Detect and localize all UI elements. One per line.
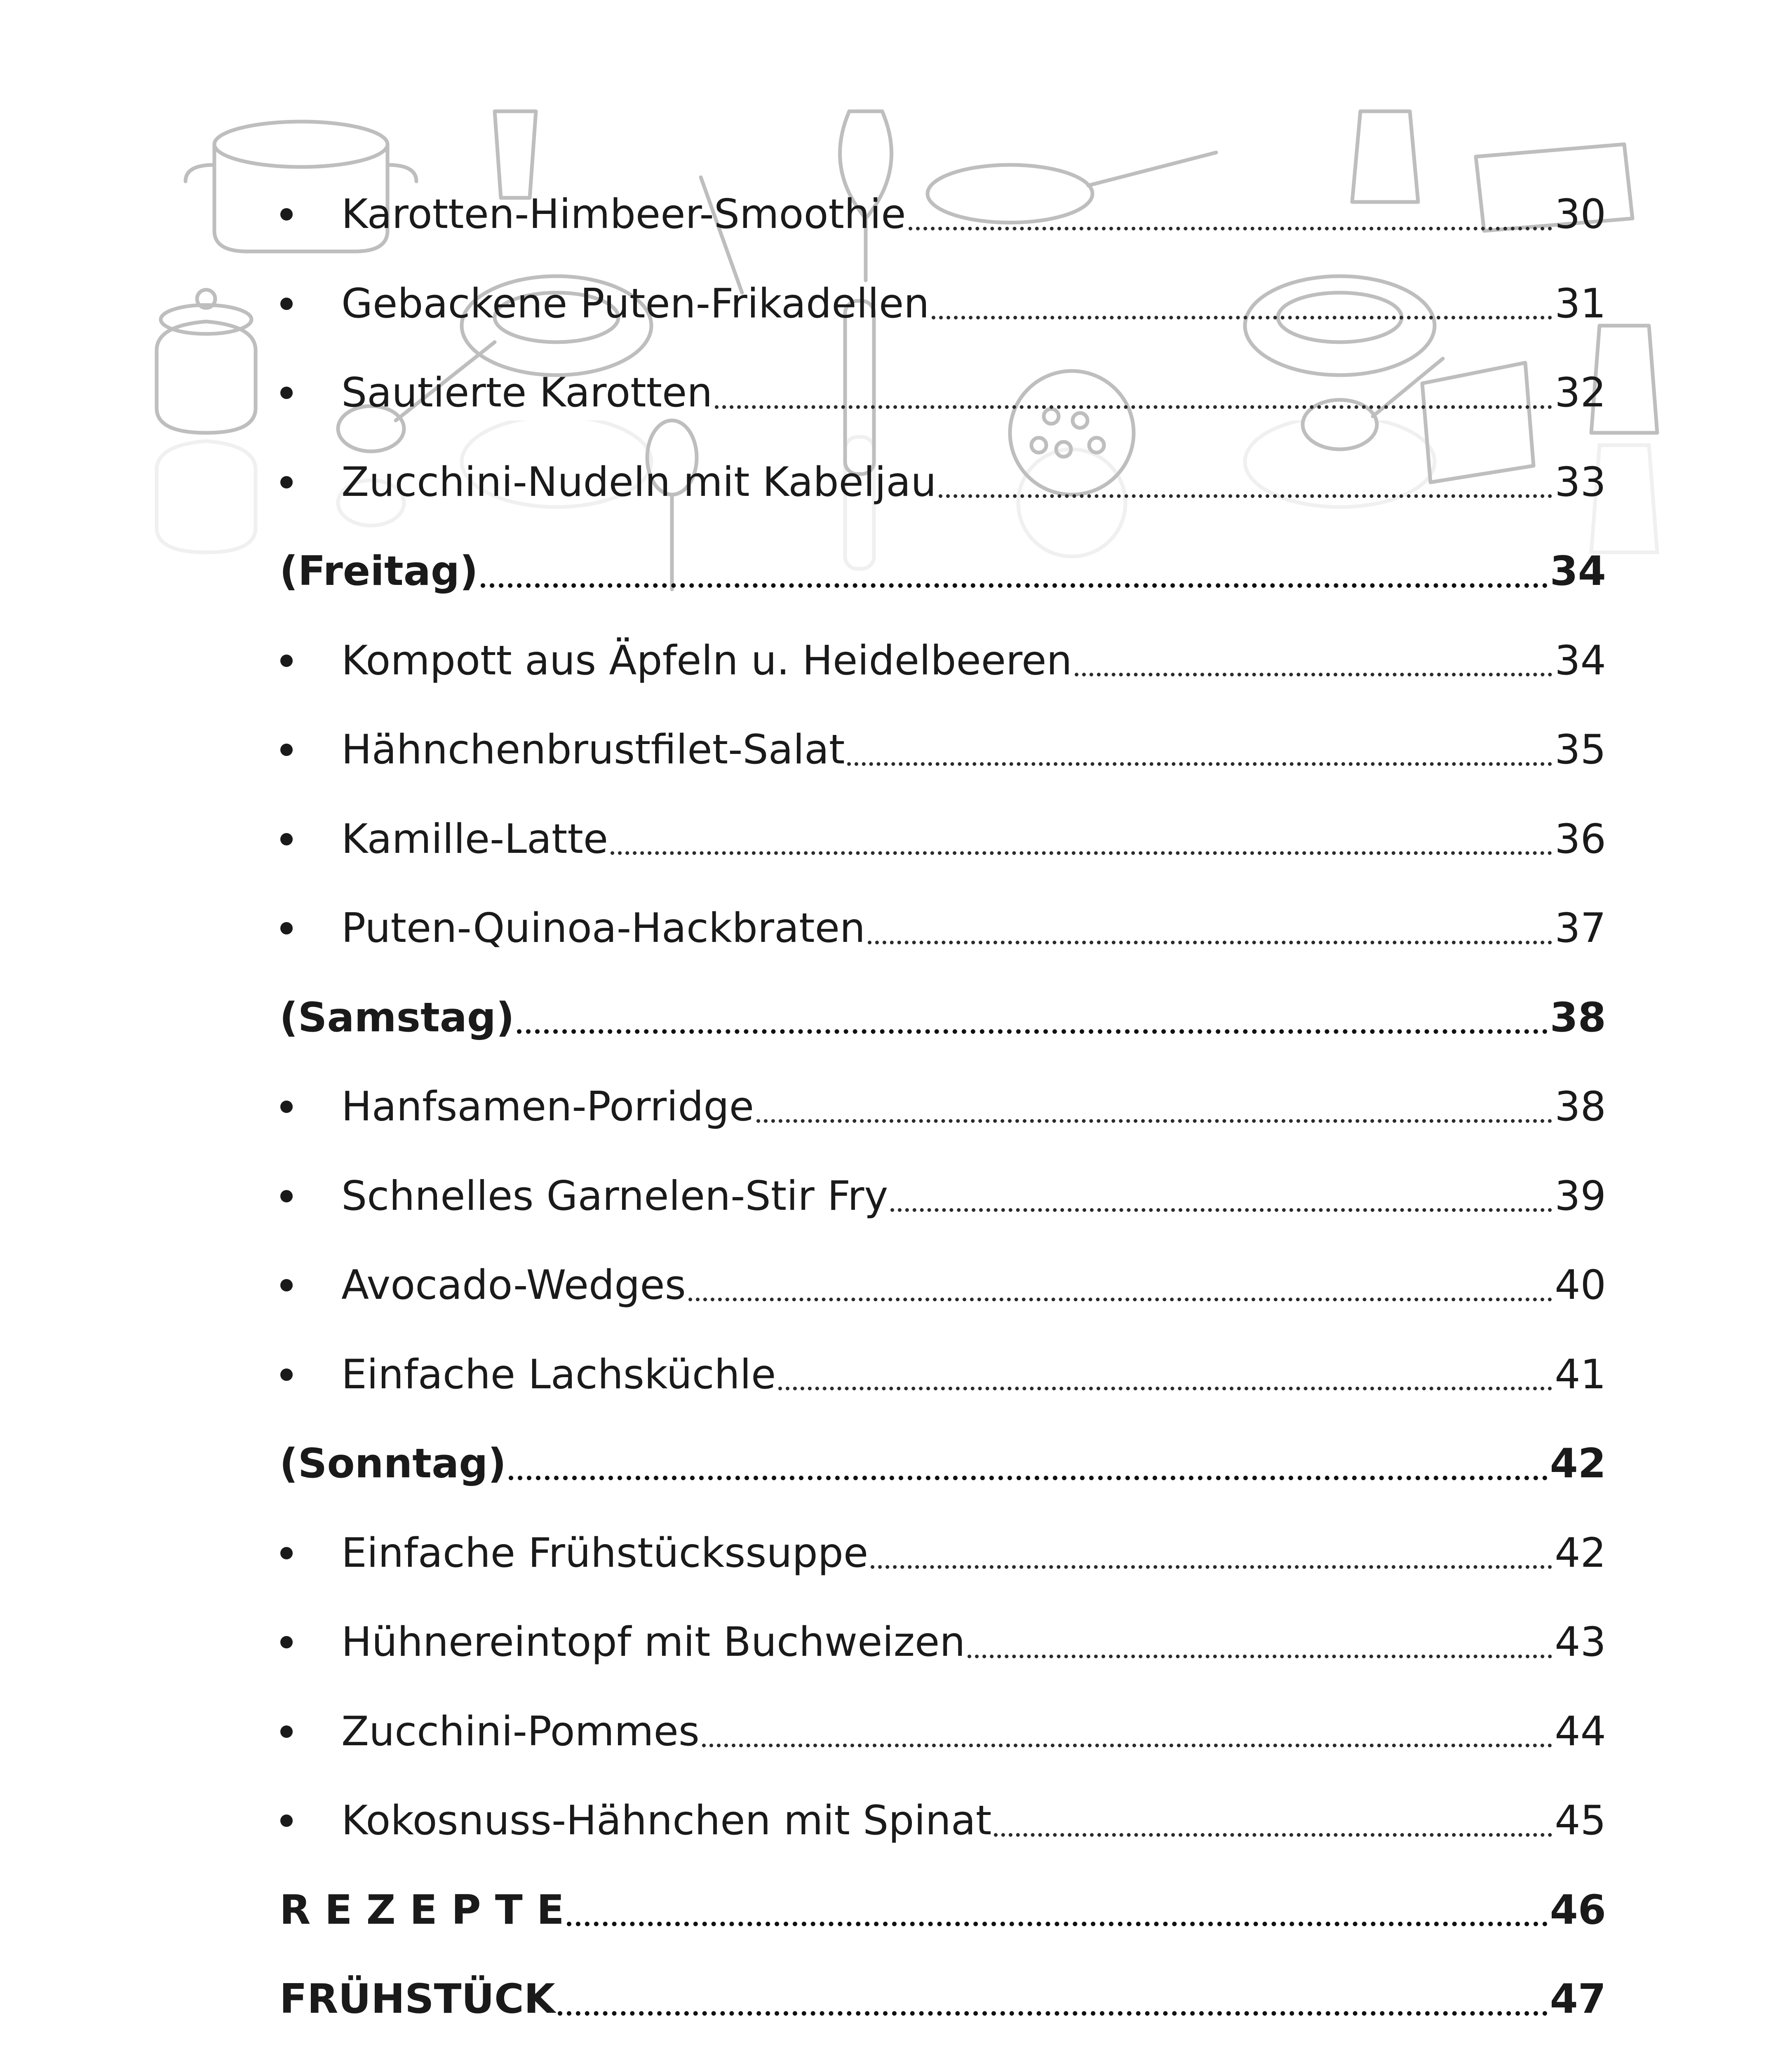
- toc-section-entry[interactable]: [279, 977, 1606, 1059]
- toc-entry-page-number: 33: [1555, 458, 1606, 506]
- bullet-icon: [279, 1636, 341, 1648]
- toc-entry-page-number: 40: [1555, 1262, 1606, 1309]
- toc-item-entry[interactable]: [279, 441, 1606, 523]
- toc-entry-title: Zucchini-Pommes: [341, 1708, 700, 1755]
- bullet-icon: [279, 476, 341, 488]
- bullet-icon: [279, 1725, 341, 1738]
- dot-leader: [909, 185, 1552, 230]
- toc-entry-page-number: 32: [1555, 369, 1606, 416]
- toc-entry-title: Zucchini-Nudeln mit Kabeljau: [341, 458, 937, 506]
- toc-item-entry[interactable]: [279, 1333, 1606, 1416]
- toc-entry-title: (Sonntag): [279, 1440, 507, 1487]
- toc-entry-title: Hühnereintopf mit Buchweizen: [341, 1619, 965, 1666]
- toc-section-entry[interactable]: [279, 530, 1606, 613]
- dot-leader: [778, 1345, 1552, 1390]
- toc-entry-title: Kokosnuss-Hähnchen mit Spinat: [341, 1797, 992, 1844]
- toc-entry-page-number: 41: [1555, 1351, 1606, 1398]
- toc-entry-page-number: 39: [1555, 1172, 1606, 1220]
- bullet-icon: [279, 922, 341, 934]
- toc-entry-title: Sautierte Karotten: [341, 369, 713, 416]
- toc-entry-title: R E Z E P T E: [279, 1886, 564, 1934]
- toc-entry-page-number: 42: [1555, 1529, 1606, 1577]
- toc-entry-title: (Samstag): [279, 994, 514, 1041]
- dot-leader: [688, 1256, 1552, 1301]
- toc-entry-page-number: 31: [1555, 280, 1606, 327]
- toc-entry-page-number: 37: [1555, 905, 1606, 952]
- dot-leader: [715, 364, 1552, 409]
- dot-leader: [871, 1524, 1552, 1569]
- bullet-icon: [279, 655, 341, 667]
- toc-entry-page-number: 45: [1555, 1797, 1606, 1844]
- toc-entry-title: Gebackene Puten-Frikadellen: [341, 280, 930, 327]
- bullet-icon: [279, 387, 341, 399]
- toc-entry-page-number: 47: [1550, 1976, 1606, 2023]
- dot-leader: [558, 1970, 1548, 2016]
- toc-item-entry[interactable]: [279, 620, 1606, 702]
- toc-section-entry[interactable]: [279, 1958, 1606, 2040]
- dot-leader: [1075, 631, 1552, 676]
- toc-entry-page-number: 44: [1555, 1708, 1606, 1755]
- toc-entry-title: Hähnchenbrustfilet-Salat: [341, 726, 845, 773]
- bullet-icon: [279, 208, 341, 221]
- toc-entry-page-number: 38: [1550, 994, 1606, 1041]
- toc-entry-title: Puten-Quinoa-Hackbraten: [341, 905, 865, 952]
- bullet-icon: [279, 1547, 341, 1559]
- toc-entry-title: Kompott aus Äpfeln u. Heidelbeeren: [341, 637, 1072, 684]
- toc-item-entry[interactable]: [279, 1244, 1606, 1326]
- toc-item-entry[interactable]: [279, 1066, 1606, 1148]
- toc-section-entry[interactable]: [279, 1869, 1606, 1951]
- toc-entry-page-number: 34: [1555, 637, 1606, 684]
- toc-item-entry[interactable]: [279, 1512, 1606, 1594]
- toc-entry-title: Schnelles Garnelen-Stir Fry: [341, 1172, 888, 1220]
- toc-entry-page-number: 43: [1555, 1619, 1606, 1666]
- toc-entry-page-number: 35: [1555, 726, 1606, 773]
- bullet-icon: [279, 1369, 341, 1381]
- dot-leader: [890, 1167, 1552, 1212]
- toc-item-entry[interactable]: [279, 887, 1606, 969]
- toc-entry-title: Einfache Frühstückssuppe: [341, 1529, 869, 1577]
- dot-leader: [994, 1792, 1552, 1837]
- bullet-icon: [279, 1815, 341, 1827]
- bullet-icon: [279, 1101, 341, 1113]
- toc-entry-title: Hanfsamen-Porridge: [341, 1083, 754, 1130]
- dot-leader: [756, 1078, 1552, 1123]
- dot-leader: [702, 1702, 1552, 1747]
- toc-item-entry[interactable]: [279, 2047, 1606, 2061]
- toc-section-entry[interactable]: [279, 1423, 1606, 1505]
- dot-leader: [517, 988, 1548, 1034]
- toc-entry-title: Karotten-Himbeer-Smoothie: [341, 191, 906, 238]
- toc-item-entry[interactable]: [279, 173, 1606, 256]
- dot-leader: [567, 1880, 1548, 1926]
- toc-entry-page-number: 34: [1550, 548, 1606, 595]
- bullet-icon: [279, 1190, 341, 1202]
- toc-entry-title: Einfache Lachsküchle: [341, 1351, 776, 1398]
- toc-entry-title: Kamille-Latte: [341, 815, 608, 863]
- toc-entry-page-number: 38: [1555, 1083, 1606, 1130]
- bullet-icon: [279, 744, 341, 756]
- toc-entry-title: (Freitag): [279, 548, 478, 595]
- dot-leader: [968, 1613, 1552, 1658]
- toc-item-entry[interactable]: [279, 1690, 1606, 1773]
- bullet-icon: [279, 833, 341, 845]
- dot-leader: [847, 721, 1552, 766]
- bullet-icon: [279, 298, 341, 310]
- toc-item-entry[interactable]: [279, 1601, 1606, 1683]
- dot-leader: [899, 2059, 1552, 2061]
- toc-item-entry[interactable]: [279, 1779, 1606, 1862]
- toc-entry-title: Avocado-Wedges: [341, 1262, 686, 1309]
- toc-entry-page-number: 46: [1550, 1886, 1606, 1934]
- toc-item-entry[interactable]: [279, 1155, 1606, 1237]
- bullet-icon: [279, 1279, 341, 1291]
- dot-leader: [481, 542, 1548, 588]
- toc-entry-page-number: 42: [1550, 1440, 1606, 1487]
- dot-leader: [868, 899, 1552, 944]
- dot-leader: [932, 275, 1552, 319]
- toc-item-entry[interactable]: [279, 709, 1606, 791]
- toc-entry-title: FRÜHSTÜCK: [279, 1976, 555, 2023]
- dot-leader: [611, 810, 1552, 855]
- toc-item-entry[interactable]: [279, 798, 1606, 880]
- toc-entry-page-number: 30: [1555, 191, 1606, 238]
- toc-entry-page-number: 36: [1555, 815, 1606, 863]
- toc-item-entry[interactable]: [279, 352, 1606, 434]
- dot-leader: [509, 1434, 1547, 1480]
- dot-leader: [939, 453, 1552, 498]
- toc-item-entry[interactable]: [279, 263, 1606, 345]
